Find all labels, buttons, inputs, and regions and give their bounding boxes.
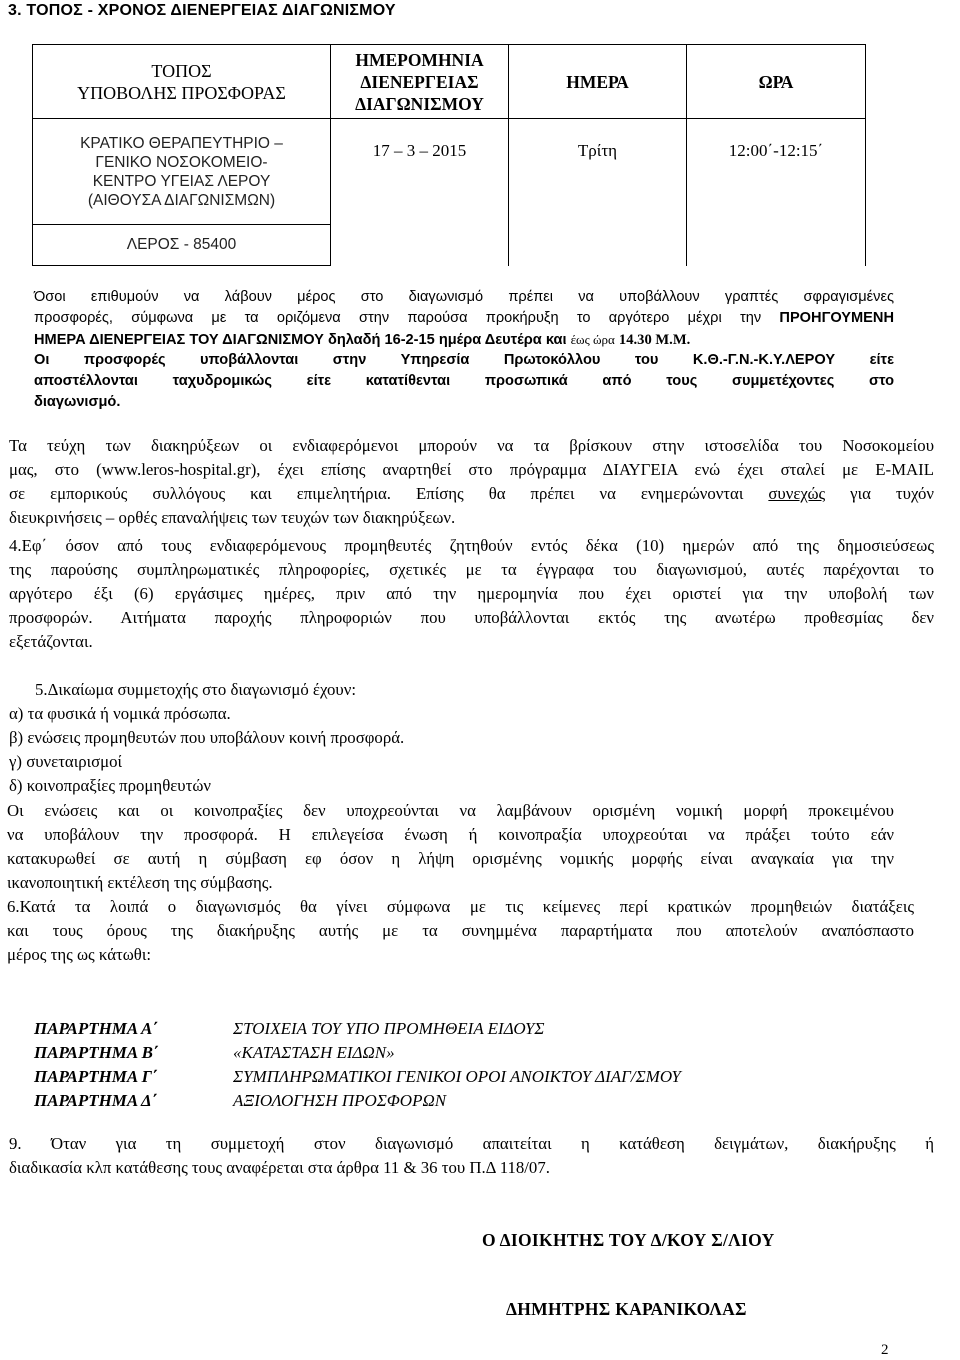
submission-deadline-date: ΗΜΕΡΑ ΔΙΕΝΕΡΓΕΙΑΣ ΤΟΥ ΔΙΑΓΩΝΙΣΜΟΥ δηλαδή 16-2-15 ημέρα Δευτέρα και [34, 332, 567, 348]
time-value-cell: 12:00΄-12:15΄ [687, 119, 866, 266]
submission-text: προσφορές, σύμφωνα με τα οριζόμενα στην παρούσα προκήρυξη το αργότερο μέχρι την [34, 310, 762, 326]
date-header-line: ΔΙΑΓΩΝΙΣΜΟΥ [355, 93, 484, 114]
submission-deadline-emphasis: ΠΡΟΗΓΟΥΜΕΝΗ [779, 310, 894, 326]
section5-item: α) τα φυσικά ή νομικά πρόσωπα. [9, 704, 231, 723]
section6-line: μέρος της ως κάτωθι: [7, 945, 152, 964]
submission-line: διαγωνισμό. [34, 394, 121, 410]
signatory-name: ΔΗΜΗΤΡΗΣ ΚΑΡΑΝΙΚΟΛΑΣ [506, 1299, 747, 1319]
tender-info-table [32, 44, 866, 266]
submission-line [34, 329, 894, 351]
section-heading: 3. ΤΟΠΟΣ - ΧΡΟΝΟΣ ΔΙΕΝΕΡΓΕΙΑΣ ΔΙΑΓΩΝΙΣΜΟΥ [8, 2, 396, 19]
date-header-line: ΗΜΕΡΟΜΗΝΙΑ [355, 49, 484, 70]
tender-docs-text-end: για τυχόν [850, 484, 934, 503]
submission-until-text: έως ώρα [570, 332, 615, 347]
place-header-line2: ΥΠΟΒΟΛΗΣ ΠΡΟΣΦΟΡΑΣ [77, 82, 286, 103]
place-line: ΚΕΝΤΡΟ ΥΓΕΙΑΣ ΛΕΡΟΥ [92, 172, 271, 190]
section4-line: προσφορών. Αιτήματα παροχής πληροφοριών που υποβάλλονται εκτός της ανωτέρω προθεσμίας δεν [9, 608, 934, 627]
date-header-cell [331, 45, 509, 119]
tender-docs-line: διευκρινήσεις – ορθές επαναλήψεις των τευχών των διακηρύξεων. [9, 508, 456, 527]
tender-docs-underlined: συνεχώς [768, 484, 826, 503]
section5-para-line: Οι ενώσεις και οι κοινοπραξίες δεν υποχρεούνται να λαμβάνουν ορισμένη νομική μορφή προκειμένου [7, 801, 894, 820]
day-value-cell: Τρίτη [509, 119, 687, 266]
section6-line: 6.Κατά τα λοιπά ο διαγωνισμός θα γίνει σύμφωνα με τις κείμενες περί κρατικών προμηθειών διατάξεις [7, 897, 914, 916]
section5-item: γ) συνεταιρισμοί [9, 752, 123, 771]
annex-label: ΠΑΡΑΡΤΗΜΑ Γ΄ [34, 1067, 158, 1086]
section5-item: δ) κοινοπραξίες προμηθευτών [9, 776, 211, 795]
place-line: ΚΡΑΤΙΚΟ ΘΕΡΑΠΕΥΤΗΡΙΟ – [80, 134, 283, 152]
page-number: 2 [881, 1342, 889, 1358]
place-name-cell [33, 119, 331, 225]
section5-item: β) ενώσεις προμηθευτών που υποβάλουν κοινή προσφορά. [9, 728, 405, 747]
section5-para-line: κατακυρωθεί σε αυτή η σύμβαση εφ όσον η λήψη ορισμένης νομικής μορφής είναι αναγκαία για την [7, 849, 894, 868]
section6-line: και τους όρους της διακήρυξης αυτής με τα συνημμένα παραρτήματα που αποτελούν αναπόσπαστο [7, 921, 914, 940]
date-header-line: ΔΙΕΝΕΡΓΕΙΑΣ [360, 71, 479, 92]
place-header-line1: ΤΟΠΟΣ [151, 60, 212, 81]
section4-line: εξετάζονται. [9, 632, 93, 651]
section4-line: της παρούσης συμπληρωματικές πληροφορίες, σχετικές με τα έγγραφα του διαγωνισμού, αυτές παρέχονται το [9, 560, 934, 579]
section9-line: 9. Όταν για τη συμμετοχή στον διαγωνισμό απαιτείται η κατάθεση δειγμάτων, διακήρυξης ή [9, 1134, 934, 1153]
submission-deadline-time: 14.30 Μ.Μ. [618, 332, 691, 348]
day-header-cell: ΗΜΕΡΑ [509, 45, 687, 119]
submission-line: αποστέλλονται ταχυδρομικώς είτε κατατίθενται προσωπικά από τους συμμετέχοντες στο [34, 373, 894, 389]
section4-line: αργότερο έξι (6) εργάσιμες ημέρες, πριν από την ημερομηνία που έχει οριστεί για την υποβολή των [9, 584, 934, 603]
place-zip-cell: ΛΕΡΟΣ - 85400 [33, 225, 331, 266]
tender-docs-line: Τα τεύχη των διακηρύξεων οι ενδιαφερόμενοι μπορούν να τα βρίσκουν στην ιστοσελίδα του Νοσοκομείου [9, 436, 934, 455]
tender-docs-text: σε εμπορικούς συλλόγους και επιμελητήρια. Επίσης θα πρέπει να ενημερώνονται [9, 484, 744, 503]
annex-title: ΣΤΟΙΧΕΙΑ ΤΟΥ ΥΠΟ ΠΡΟΜΗΘΕΙΑ ΕΙΔΟΥΣ [233, 1019, 545, 1038]
annex-label: ΠΑΡΑΡΤΗΜΑ Β΄ [34, 1043, 159, 1062]
section5-title: 5.Δικαίωμα συμμετοχής στο διαγωνισμό έχουν: [35, 680, 356, 699]
annex-title: «ΚΑΤΑΣΤΑΣΗ ΕΙΔΩΝ» [233, 1043, 395, 1062]
section4-line: 4.Εφ΄ όσον από τους ενδιαφερόμενους προμηθευτές ζητηθούν εντός δέκα (10) ημερών από της δημοσιεύσεως [9, 536, 934, 555]
section5-para-line: ικανοποιητική εκτέλεση της σύμβασης. [7, 873, 273, 892]
place-line: ΓΕΝΙΚΟ ΝΟΣΟΚΟΜΕΙΟ- [95, 153, 268, 171]
tender-docs-line [9, 482, 934, 505]
submission-line: Οι προσφορές υποβάλλονται στην Υπηρεσία Πρωτοκόλλου του Κ.Θ.-Γ.Ν.-Κ.Υ.ΛΕΡΟΥ είτε [34, 352, 894, 368]
annex-title: ΑΞΙΟΛΟΓΗΣΗ ΠΡΟΣΦΟΡΩΝ [233, 1091, 447, 1110]
section9-line: διαδικασία κλπ κατάθεσης τους αναφέρεται στα άρθρα 11 & 36 του Π.Δ 118/07. [9, 1158, 550, 1177]
tender-docs-line: μας, στο (www.leros-hospital.gr), έχει επίσης αναρτηθεί στο πρόγραμμα ΔΙΑΥΓΕΙΑ ενώ έχει σταλεί με E-MAIL [9, 460, 934, 479]
time-header-cell: ΩΡΑ [687, 45, 866, 119]
place-line: (ΑΙΘΟΥΣΑ ΔΙΑΓΩΝΙΣΜΩΝ) [87, 191, 276, 209]
section5-para-line: να υποβάλουν την προσφορά. Η επιλεγείσα ένωση ή κοινοπραξία υποχρεούται να πράξει τούτο εάν [7, 825, 894, 844]
submission-line: Όσοι επιθυμούν να λάβουν μέρος στο διαγωνισμό πρέπει να υποβάλλουν γραπτές σφραγισμένες [34, 289, 894, 305]
annex-label: ΠΑΡΑΡΤΗΜΑ Δ΄ [34, 1091, 158, 1110]
signatory-title: Ο ΔΙΟΙΚΗΤΗΣ ΤΟΥ Δ/ΚΟΥ Σ/ΛΙΟΥ [482, 1230, 775, 1250]
annex-title: ΣΥΜΠΛΗΡΩΜΑΤΙΚΟΙ ΓΕΝΙΚΟΙ ΟΡΟΙ ΑΝΟΙΚΤΟΥ ΔΙΑΓ/ΣΜΟΥ [233, 1067, 681, 1086]
date-value-cell: 17 – 3 – 2015 [331, 119, 509, 266]
submission-line [34, 308, 894, 329]
annex-label: ΠΑΡΑΡΤΗΜΑ Α΄ [34, 1019, 158, 1038]
place-header-cell [33, 45, 331, 119]
